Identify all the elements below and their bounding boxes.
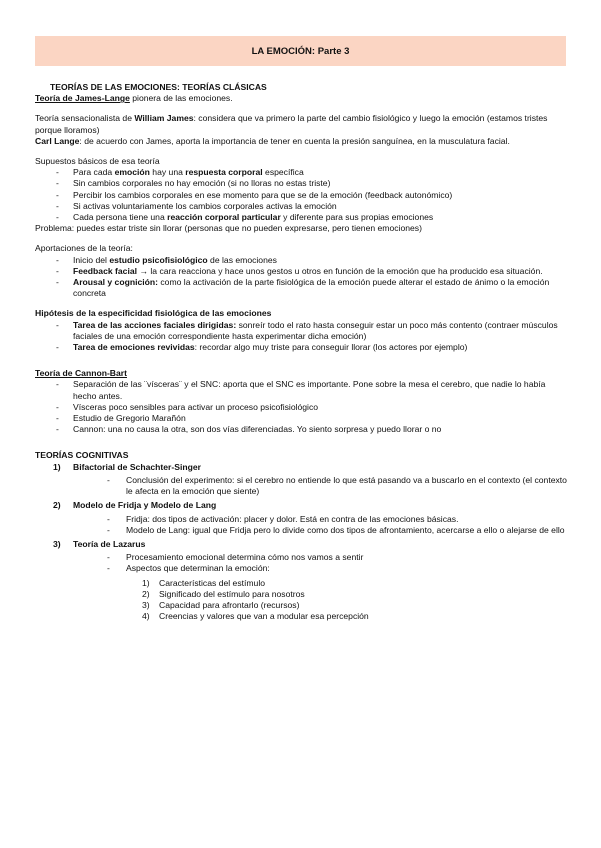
sup1-e: específica (262, 167, 304, 178)
p1-text: : considera que va primero la parte del cambio fisiológico y luego la emoción (estamos tristes porque lloramos) (35, 113, 548, 135)
p2-name: Carl Lange (35, 135, 80, 146)
list-item: - Cannon: una no causa la otra, son dos vías diferenciadas. Yo siento sorpresa y puedo llorar o no (35, 424, 568, 435)
theory-1-number: 1) (53, 461, 61, 472)
theory-3-number: 3) (53, 538, 61, 549)
list-item: - Estudio de Gregorio Marañón (35, 413, 568, 424)
title-banner (35, 36, 566, 66)
hipotesis-title: Hipótesis de la especificidad fisiológica de las emociones (35, 308, 272, 319)
ap3-a: Arousal y cognición: (73, 277, 158, 288)
list-item (35, 611, 568, 622)
list-item: - Aspectos que determinan la emoción: (35, 563, 568, 574)
list-item (35, 255, 568, 266)
h1-b: sonreír todo el rato hasta conseguir estar un poco más contento (contraer músculos faciales de una emoción correspondiente hasta experimentar dicha emoción) (73, 319, 558, 341)
item-text: Significado del estímulo para nosotros (159, 588, 305, 599)
list-item: - Conclusión del experimento: si el cerebro no entiende lo que está pasando va a buscarlo en el contexto (el contexto le afecta en la emoción que siente) (35, 475, 568, 497)
sup1-c: hay una (149, 167, 186, 178)
list-item: - Fridja: dos tipos de activación: placer y dolor. Está en contra de las emociones básicas. (35, 514, 568, 525)
ap1-a: Inicio del (73, 254, 110, 265)
sup5-b: reacción corporal particular (167, 212, 281, 223)
item-text: Creencias y valores que van a modular esa percepción (159, 611, 369, 622)
theory-1-heading (35, 462, 568, 473)
item-number: 1) (142, 577, 150, 588)
sup1-a: Para cada (73, 167, 115, 178)
aportaciones-title: Aportaciones de la teoría: (35, 243, 133, 254)
theory-1-list (35, 475, 568, 497)
james-lange-desc: pionera de las emociones. (129, 93, 233, 104)
theory-2-list (35, 514, 568, 536)
list-item (35, 266, 568, 277)
list-item (35, 277, 568, 299)
h1-a: Tarea de las acciones faciales dirigidas: (73, 319, 237, 330)
supuestos-list (35, 167, 568, 223)
item-number: 2) (142, 588, 150, 599)
ap1-b: estudio psicofisiológico (109, 254, 208, 265)
aportaciones-list (35, 255, 568, 300)
cognitivas-title: TEORÍAS COGNITIVAS (35, 450, 129, 461)
list-item (35, 589, 568, 600)
theory-2-title: Modelo de Fridja y Modelo de Lang (73, 500, 217, 511)
h2-b: : recordar algo muy triste para conseguir llorar (los actores por ejemplo) (194, 342, 468, 353)
theory-3-list (35, 552, 568, 574)
list-item (35, 600, 568, 611)
item-text: Características del estímulo (159, 577, 266, 588)
lazarus-aspects-list (35, 578, 568, 623)
h2-a: Tarea de emociones revividas (73, 342, 195, 353)
sup5-c: y diferente para sus propias emociones (280, 212, 434, 223)
list-item (35, 342, 568, 353)
list-item: - Si activas voluntariamente los cambios corporales activas la emoción (35, 201, 568, 212)
theory-2-heading (35, 500, 568, 511)
list-item: - Percibir los cambios corporales en ese momento para que se de la emoción (feedback autonómico) (35, 190, 568, 201)
list-item (35, 167, 568, 178)
list-item: - Separación de las ¨vísceras¨ y el SNC: aporta que el SNC es importante. Pone sobre la mesa el cerebro, que nadie lo había hecho antes. (35, 379, 568, 401)
p1-lead: Teoría sensacionalista de (35, 113, 135, 124)
item-text: Capacidad para afrontarlo (recursos) (159, 599, 300, 610)
sup1-b: emoción (114, 167, 150, 178)
theory-1-title: Bifactorial de Schachter-Singer (73, 461, 201, 472)
list-item: - Vísceras poco sensibles para activar un proceso psicofisiológico (35, 402, 568, 413)
list-item: - Sin cambios corporales no hay emoción (si no lloras no estas triste) (35, 178, 568, 189)
ap2-b: → la cara reacciona y hace unos gestos u otros en función de la emoción que ha producido esa situación. (137, 265, 543, 276)
cannon-bart-title: Teoría de Cannon-Bart (35, 368, 127, 379)
list-item (35, 578, 568, 589)
item-number: 3) (142, 599, 150, 610)
list-item (35, 212, 568, 223)
document-body (35, 82, 568, 622)
carl-lange-paragraph (35, 136, 568, 147)
p2-text: : de acuerdo con James, aporta la importancia de tener en cuenta la presión sanguínea, en la musculatura facial. (79, 135, 510, 146)
supuestos-title: Supuestos básicos de esa teoría (35, 156, 160, 167)
james-lange-title: Teoría de James-Lange (35, 93, 130, 104)
william-james-paragraph (35, 113, 568, 135)
list-item: - Modelo de Lang: igual que Fridja pero lo divide como dos tipos de afrontamiento, acercarse a ello o alejarse de ello (35, 525, 568, 536)
document-title: LA EMOCIÓN: Parte 3 (251, 46, 350, 57)
p1-name: William James (134, 113, 194, 124)
list-item: - Procesamiento emocional determina cómo nos vamos a sentir (35, 552, 568, 563)
theory-3-heading (35, 539, 568, 550)
sup1-d: respuesta corporal (185, 167, 263, 178)
cannon-bart-list (35, 379, 568, 435)
theory-2-number: 2) (53, 500, 61, 511)
theory-3-title: Teoría de Lazarus (73, 538, 146, 549)
ap1-c: de las emociones (207, 254, 277, 265)
section-heading-clasicas: TEORÍAS DE LAS EMOCIONES: TEORÍAS CLÁSICAS (50, 82, 267, 92)
hipotesis-list (35, 320, 568, 354)
ap3-b: como la activación de la parte fisiológica de la emoción puede alterar el estado de ánimo o la emoción concreta (73, 277, 550, 299)
item-number: 4) (142, 611, 150, 622)
sup5-a: Cada persona tiene una (73, 212, 168, 223)
problema-line: Problema: puedes estar triste sin llorar (personas que no pueden expresarse, pero tienen emociones) (35, 223, 422, 234)
list-item (35, 320, 568, 342)
james-lange-line (35, 93, 568, 104)
ap2-a: Feedback facial (73, 265, 138, 276)
